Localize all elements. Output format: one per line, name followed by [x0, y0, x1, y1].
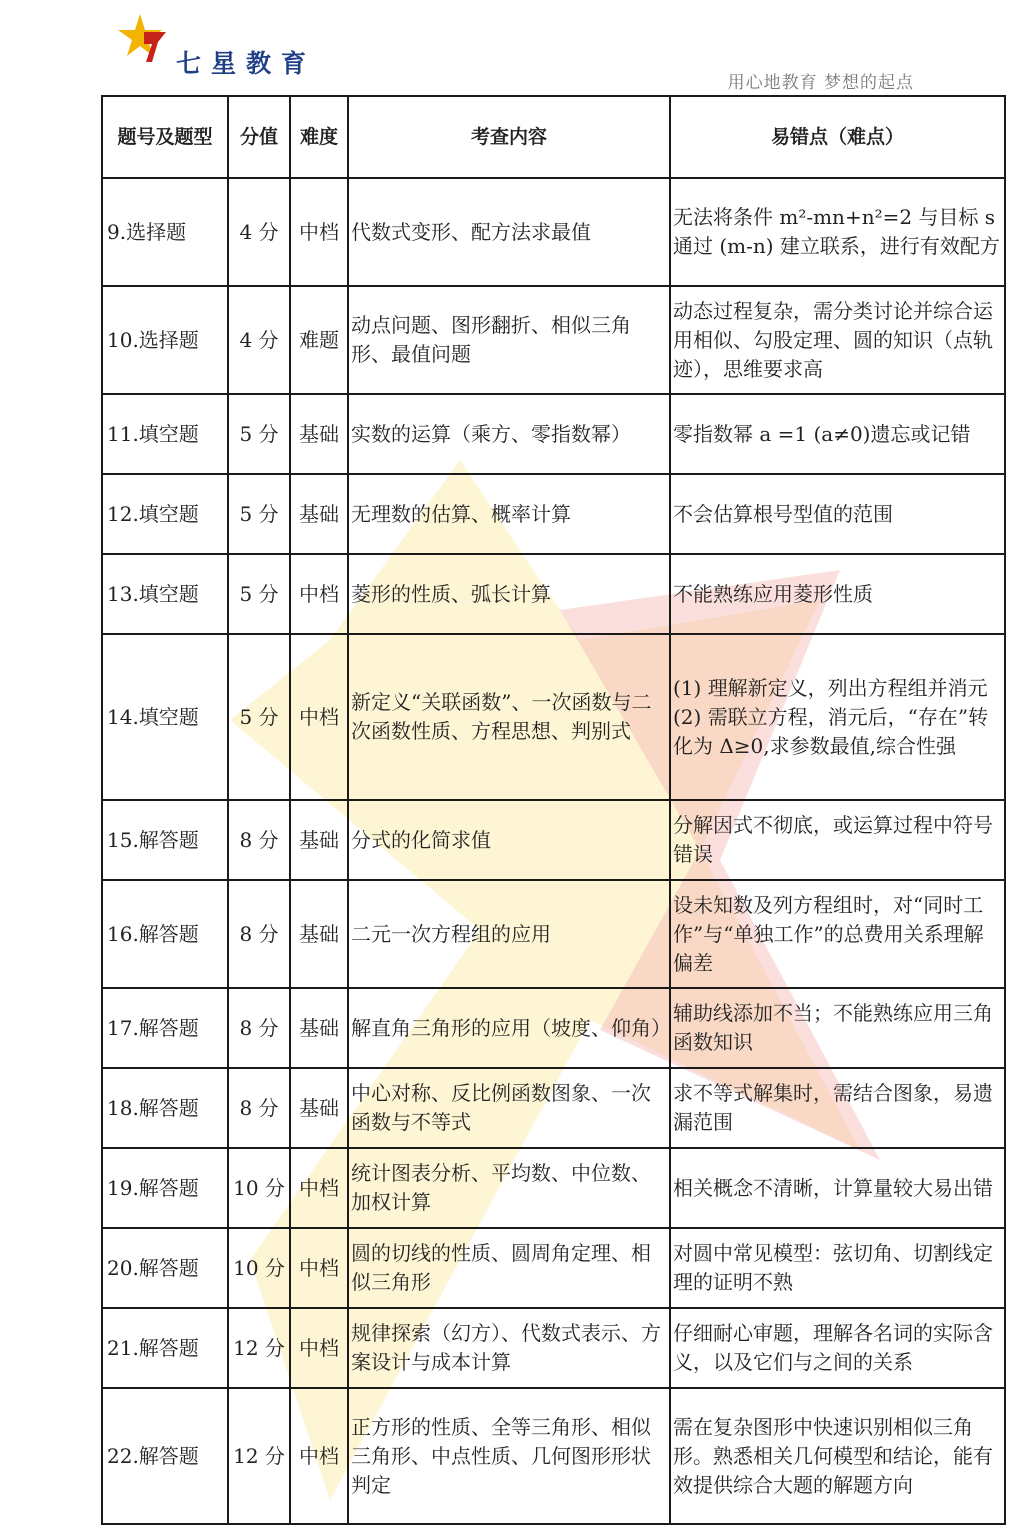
question-content: 无理数的估算、概率计算	[348, 474, 670, 554]
question-score: 8 分	[228, 988, 290, 1068]
question-number: 12.填空题	[102, 474, 228, 554]
question-content: 动点问题、图形翻折、相似三角形、最值问题	[348, 286, 670, 394]
page-header	[0, 0, 1009, 96]
question-score: 10 分	[228, 1228, 290, 1308]
question-number: 21.解答题	[102, 1308, 228, 1388]
table-row	[102, 1388, 1005, 1524]
header-content: 考查内容	[348, 96, 670, 178]
header-score: 分值	[228, 96, 290, 178]
question-score: 8 分	[228, 1068, 290, 1148]
exam-analysis-table	[101, 95, 1006, 1525]
table-row	[102, 1228, 1005, 1308]
table-row	[102, 394, 1005, 474]
table-row	[102, 286, 1005, 394]
question-score: 5 分	[228, 474, 290, 554]
question-pitfall: 相关概念不清晰，计算量较大易出错	[670, 1148, 1005, 1228]
brand-name: 七星教育	[176, 49, 317, 78]
question-pitfall: 零指数幂 a =1 (a≠0)遗忘或记错	[670, 394, 1005, 474]
question-number: 9.选择题	[102, 178, 228, 286]
table-row	[102, 988, 1005, 1068]
question-difficulty: 基础	[290, 1068, 348, 1148]
question-score: 4 分	[228, 286, 290, 394]
star-logo-icon	[118, 12, 174, 68]
question-difficulty: 中档	[290, 1148, 348, 1228]
table-row	[102, 800, 1005, 880]
table-row	[102, 474, 1005, 554]
question-difficulty: 基础	[290, 394, 348, 474]
question-pitfall: 不会估算根号型值的范围	[670, 474, 1005, 554]
question-difficulty: 中档	[290, 178, 348, 286]
question-difficulty: 基础	[290, 800, 348, 880]
question-difficulty: 中档	[290, 554, 348, 634]
question-content: 二元一次方程组的应用	[348, 880, 670, 988]
question-pitfall: 无法将条件 m²-mn+n²=2 与目标 s 通过 (m-n) 建立联系，进行有效配方	[670, 178, 1005, 286]
question-content: 中心对称、反比例函数图象、一次函数与不等式	[348, 1068, 670, 1148]
exam-analysis-table-wrap	[101, 95, 1004, 1525]
question-content: 代数式变形、配方法求最值	[348, 178, 670, 286]
question-number: 19.解答题	[102, 1148, 228, 1228]
question-number: 13.填空题	[102, 554, 228, 634]
question-score: 5 分	[228, 394, 290, 474]
question-pitfall: 仔细耐心审题，理解各名词的实际含义，以及它们与之间的关系	[670, 1308, 1005, 1388]
question-content: 规律探索（幻方）、代数式表示、方案设计与成本计算	[348, 1308, 670, 1388]
question-number: 15.解答题	[102, 800, 228, 880]
question-difficulty: 基础	[290, 988, 348, 1068]
question-difficulty: 基础	[290, 474, 348, 554]
question-content: 统计图表分析、平均数、中位数、加权计算	[348, 1148, 670, 1228]
header-pitfall: 易错点（难点）	[670, 96, 1005, 178]
question-content: 实数的运算（乘方、零指数幂）	[348, 394, 670, 474]
header-difficulty: 难度	[290, 96, 348, 178]
question-number: 11.填空题	[102, 394, 228, 474]
question-pitfall: 分解因式不彻底，或运算过程中符号错误	[670, 800, 1005, 880]
question-number: 20.解答题	[102, 1228, 228, 1308]
table-row	[102, 880, 1005, 988]
question-difficulty: 中档	[290, 634, 348, 800]
question-score: 5 分	[228, 634, 290, 800]
question-difficulty: 中档	[290, 1388, 348, 1524]
question-pitfall: 动态过程复杂，需分类讨论并综合运用相似、勾股定理、圆的知识（点轨迹），思维要求高	[670, 286, 1005, 394]
question-difficulty: 中档	[290, 1308, 348, 1388]
question-number: 17.解答题	[102, 988, 228, 1068]
question-number: 18.解答题	[102, 1068, 228, 1148]
table-header-row	[102, 96, 1005, 178]
question-score: 4 分	[228, 178, 290, 286]
question-score: 8 分	[228, 880, 290, 988]
table-row	[102, 178, 1005, 286]
question-content: 分式的化简求值	[348, 800, 670, 880]
table-row	[102, 634, 1005, 800]
question-difficulty: 中档	[290, 1228, 348, 1308]
table-row	[102, 1308, 1005, 1388]
question-pitfall: 对圆中常见模型：弦切角、切割线定理的证明不熟	[670, 1228, 1005, 1308]
question-content: 解直角三角形的应用（坡度、仰角）	[348, 988, 670, 1068]
question-pitfall: 求不等式解集时，需结合图象，易遗漏范围	[670, 1068, 1005, 1148]
question-pitfall: (1) 理解新定义，列出方程组并消元 (2) 需联立方程，消元后，“存在”转化为 Δ≥0,求参数最值,综合性强	[670, 634, 1005, 800]
table-row	[102, 554, 1005, 634]
table-row	[102, 1068, 1005, 1148]
brand-slogan: 用心地教育 梦想的起点	[727, 73, 914, 93]
question-difficulty: 基础	[290, 880, 348, 988]
question-number: 10.选择题	[102, 286, 228, 394]
question-content: 菱形的性质、弧长计算	[348, 554, 670, 634]
question-content: 新定义“关联函数”、一次函数与二次函数性质、方程思想、判别式	[348, 634, 670, 800]
question-score: 10 分	[228, 1148, 290, 1228]
question-score: 12 分	[228, 1308, 290, 1388]
table-row	[102, 1148, 1005, 1228]
header-number: 题号及题型	[102, 96, 228, 178]
question-pitfall: 不能熟练应用菱形性质	[670, 554, 1005, 634]
question-content: 圆的切线的性质、圆周角定理、相似三角形	[348, 1228, 670, 1308]
question-number: 14.填空题	[102, 634, 228, 800]
question-pitfall: 辅助线添加不当；不能熟练应用三角函数知识	[670, 988, 1005, 1068]
question-score: 8 分	[228, 800, 290, 880]
question-number: 22.解答题	[102, 1388, 228, 1524]
question-difficulty: 难题	[290, 286, 348, 394]
question-pitfall: 设未知数及列方程组时，对“同时工作”与“单独工作”的总费用关系理解偏差	[670, 880, 1005, 988]
question-number: 16.解答题	[102, 880, 228, 988]
question-score: 5 分	[228, 554, 290, 634]
question-pitfall: 需在复杂图形中快速识别相似三角形。熟悉相关几何模型和结论，能有效提供综合大题的解题方向	[670, 1388, 1005, 1524]
question-score: 12 分	[228, 1388, 290, 1524]
question-content: 正方形的性质、全等三角形、相似三角形、中点性质、几何图形形状判定	[348, 1388, 670, 1524]
